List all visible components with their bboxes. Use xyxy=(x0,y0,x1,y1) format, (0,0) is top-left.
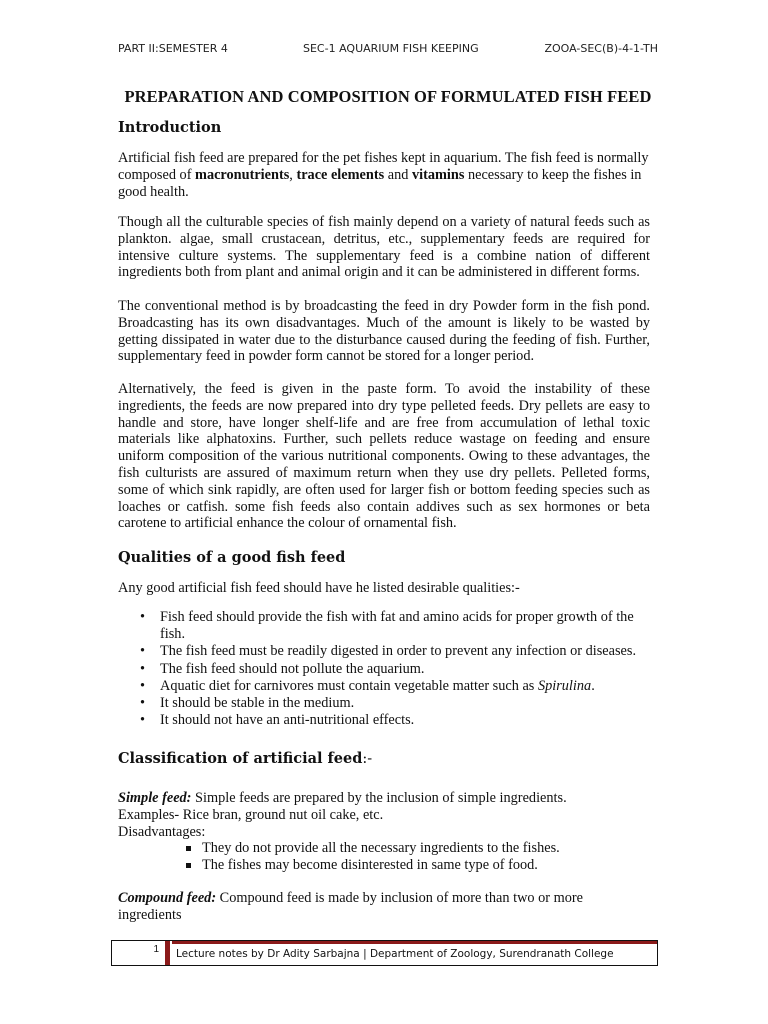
compound-feed-label: Compound feed: xyxy=(118,890,217,906)
list-item: • The fish feed should not pollute the aquarium. xyxy=(118,661,638,678)
document-title: PREPARATION AND COMPOSITION OF FORMULATED FISH FEED xyxy=(124,87,652,106)
page-number: 1 xyxy=(153,944,159,955)
term-macronutrients: macronutrients xyxy=(195,166,290,183)
qualities-lead: Any good artificial fish feed should have he listed desirable qualities:- xyxy=(118,580,520,596)
list-item: The fishes may become disinterested in same type of food. xyxy=(182,857,642,874)
intro-paragraph-3: The conventional method is by broadcasting the feed in dry Powder form in the fish pond. Broadcasting has its own disadvantages. Much of the amount is likely to be wasted by getting dissipated in water due to the disturbance caused during the feeding of fish. Further, supplementary feed in powder form cannot be stored for a longer period. xyxy=(118,298,650,365)
disadvantages-label: Disadvantages: xyxy=(118,824,206,840)
introduction-heading: Introduction xyxy=(118,119,222,136)
page-number-cell xyxy=(112,941,165,965)
list-item: • Aquatic diet for carnivores must contain vegetable matter such as Spirulina. xyxy=(118,678,638,695)
intro-paragraph-1: Artificial fish feed are prepared for the pet fishes kept in aquarium. The fish feed is normally composed of macronutrients, trace elements and vitamins necessary to keep the fishes in good health. xyxy=(118,150,649,200)
simple-feed-label: Simple feed: xyxy=(118,790,192,806)
qualities-heading: Qualities of a good fish feed xyxy=(118,549,346,566)
disadvantages-list xyxy=(182,840,642,874)
term-spirulina: Spirulina xyxy=(537,677,592,694)
list-item: They do not provide all the necessary ingredients to the fishes. xyxy=(182,840,642,857)
header-code: ZOOA-SEC(B)-4-1-TH xyxy=(544,42,658,55)
simple-feed-paragraph: Simple feed: Simple feeds are prepared by the inclusion of simple ingredients. xyxy=(118,790,567,806)
list-item: • Fish feed should provide the fish with fat and amino acids for proper growth of the fish. xyxy=(118,609,638,643)
header-course: SEC-1 AQUARIUM FISH KEEPING xyxy=(303,42,479,55)
term-trace-elements: trace elements xyxy=(296,166,385,183)
footer-divider xyxy=(165,941,170,965)
list-item: • The fish feed must be readily digested in order to prevent any infection or diseases. xyxy=(118,643,638,660)
simple-feed-examples: Examples- Rice bran, ground nut oil cake, etc. xyxy=(118,807,384,823)
classification-heading: Classification of artificial feed:- xyxy=(118,750,373,767)
intro-paragraph-4: Alternatively, the feed is given in the paste form. To avoid the instability of these ingredients, the feeds are now prepared into dry type pelleted feeds. Dry pellets are easy to handle and store, have longer shelf-life and are free from accumulation of lethal toxic materials like alphatoxins. Further, such pellets reduce wastage on feeding and ensure uniform composition of the various nutritional components. Owing to these advantages, the fish culturists are assured of maximum return when they use dry pellets. Pelleted forms, some of which sink rapidly, are often used for larger fish or bottom feeding species such as loaches or catfish. some fish feeds also contain addives such as sex hormones or beta carotene to artificial enhance the colour of ornamental fish. xyxy=(118,381,650,532)
list-item: • It should not have an anti-nutritional effects. xyxy=(118,712,638,729)
term-vitamins: vitamins xyxy=(411,166,465,183)
compound-feed-paragraph: Compound feed: Compound feed is made by inclusion of more than two or more ingredients xyxy=(118,890,583,923)
footer-note: Lecture notes by Dr Adity Sarbajna | Department of Zoology, Surendranath College xyxy=(172,941,657,965)
header-semester: PART II:SEMESTER 4 xyxy=(118,42,228,55)
qualities-list xyxy=(118,609,638,729)
page-footer xyxy=(111,940,658,966)
intro-paragraph-2: Though all the culturable species of fish mainly depend on a variety of natural feeds such as plankton. algae, small crustacean, detritus, etc., supplementary feeds are required for intensive culture systems. The supplementary feed is a combine nation of different ingredients both from plant and animal origin and it can be administered in different forms. xyxy=(118,214,650,281)
list-item: • It should be stable in the medium. xyxy=(118,695,638,712)
